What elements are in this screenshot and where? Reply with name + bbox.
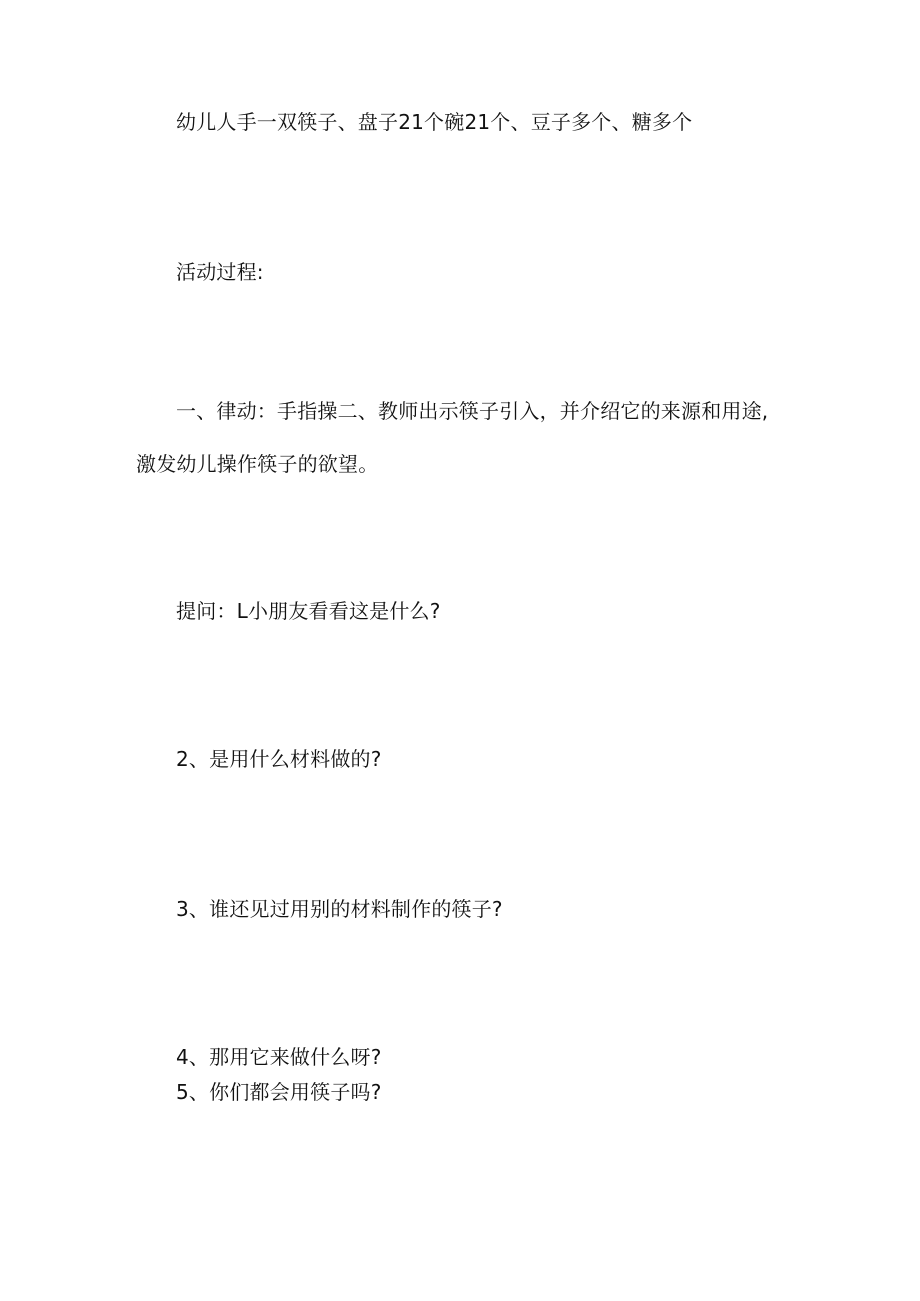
question-4: 4、那用它来做什么呀? — [176, 1045, 382, 1069]
question-1: 提问：L小朋友看看这是什么? — [176, 599, 441, 623]
materials-line: 幼儿人手一双筷子、盘子21个碗21个、豆子多个、糖多个 — [176, 110, 693, 134]
question-3: 3、谁还见过用别的材料制作的筷子? — [176, 897, 503, 921]
step1-line-1: 一、律动：手指操二、教师出示筷子引入，并介绍它的来源和用途, — [176, 399, 769, 423]
question-5: 5、你们都会用筷子吗? — [176, 1080, 382, 1104]
step1-line-2: 激发幼儿操作筷子的欲望。 — [136, 452, 379, 476]
process-heading: 活动过程: — [176, 260, 264, 284]
question-2: 2、是用什么材料做的? — [176, 747, 382, 771]
